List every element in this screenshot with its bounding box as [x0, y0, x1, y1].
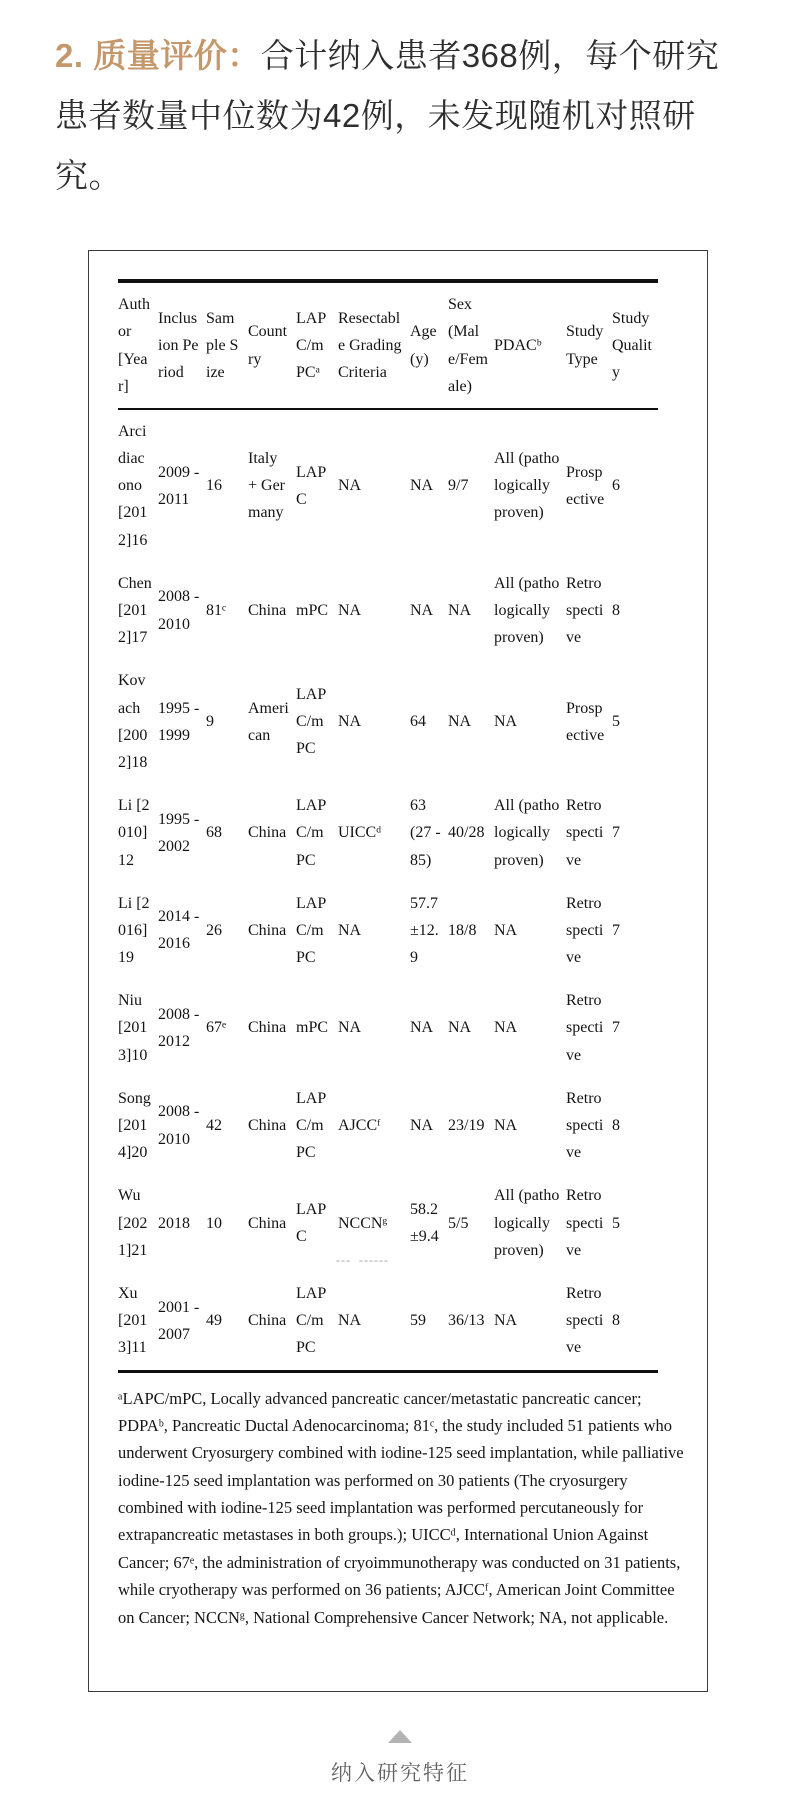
- column-header: PDACᵇ: [494, 336, 542, 354]
- table-cell: China: [248, 1019, 287, 1037]
- table-cell: Kovach [2002]18: [118, 672, 148, 771]
- table-cell: Chen [2012]17: [118, 574, 152, 647]
- column-header: LAPC/mPCᵃ: [296, 309, 327, 382]
- table-cell: 42: [206, 1117, 222, 1135]
- table-cell: NA: [338, 713, 362, 731]
- table-cell: 7: [612, 1019, 620, 1037]
- table-cell: 40/28: [448, 824, 485, 842]
- table-cell: Li [2016]19: [118, 894, 150, 967]
- table-cell: NCCNᵍ: [338, 1214, 388, 1232]
- column-header: Sample Size: [206, 309, 239, 382]
- table-cell: Xu [2013]11: [118, 1284, 148, 1357]
- table-cell: China: [248, 1214, 287, 1232]
- table-cell: 16: [206, 477, 222, 495]
- table-cell: All (pathologically proven): [494, 1187, 560, 1259]
- table-cell: Prospective: [566, 699, 605, 744]
- table-cell: Retrospective: [566, 1089, 604, 1162]
- table-cell: 7: [612, 824, 620, 842]
- table-cell: 26: [206, 921, 222, 939]
- table-cell: 49: [206, 1312, 222, 1330]
- table-cell: 23/19: [448, 1117, 485, 1135]
- table-row: [118, 562, 658, 660]
- table-cell: 64: [410, 713, 426, 731]
- table-cell: Retrospective: [566, 797, 604, 869]
- table-cell: All (pathologically proven): [494, 450, 560, 522]
- table-cell: China: [248, 1117, 287, 1135]
- column-header: Sex (Male/Female): [448, 296, 488, 395]
- table-row: [118, 784, 658, 882]
- table-row: [118, 1272, 658, 1371]
- section-heading: [55, 26, 752, 206]
- table-cell: China: [248, 921, 287, 939]
- table-cell: 6: [612, 477, 620, 495]
- collapse-label: 纳入研究特征: [331, 1762, 469, 1786]
- section-heading-label: 2. 质量评价：: [55, 37, 261, 74]
- table-row: [118, 979, 658, 1077]
- table-row: [118, 882, 658, 980]
- table-cell: LAPC/mPC: [296, 1284, 327, 1357]
- table-cell: 58.2±9.4: [410, 1200, 439, 1246]
- table-cell: Retrospective: [566, 1284, 604, 1357]
- studies-table: [118, 279, 658, 1372]
- table-container: [88, 250, 708, 1692]
- table-cell: NA: [338, 921, 362, 939]
- table-cell: 63 (27 - 85): [410, 797, 441, 869]
- table-cell: 1995 - 1999: [158, 699, 200, 744]
- table-cell: 1995 - 2002: [158, 810, 200, 855]
- column-header: Inclusion Period: [158, 309, 199, 382]
- table-row: [118, 1174, 658, 1272]
- table-cell: AJCCᶠ: [338, 1117, 381, 1135]
- table-cell: 2018: [158, 1214, 190, 1232]
- table-cell: 5: [612, 713, 620, 731]
- table-cell: NA: [410, 1019, 434, 1037]
- table-cell: LAPC: [296, 463, 327, 508]
- table-cell: Retrospective: [566, 894, 604, 967]
- column-header: Author [Year]: [118, 296, 150, 395]
- table-cell: 18/8: [448, 921, 477, 939]
- table-cell: 8: [612, 602, 620, 620]
- table-cell: China: [248, 602, 287, 620]
- column-header: Resectable Grading Criteria: [338, 309, 402, 382]
- table-cell: NA: [338, 602, 362, 620]
- table-body: [118, 409, 658, 1371]
- table-cell: Retrospective: [566, 574, 604, 647]
- table-cell: LAPC/mPC: [296, 797, 327, 869]
- column-header: Age (y): [410, 323, 437, 368]
- table-cell: NA: [338, 477, 362, 495]
- table-cell: 59: [410, 1312, 426, 1330]
- table-cell: 2001 - 2007: [158, 1298, 200, 1343]
- table-cell: China: [248, 824, 287, 842]
- table-cell: NA: [494, 921, 518, 939]
- table-cell: LAPC/mPC: [296, 685, 327, 758]
- table-cell: NA: [448, 602, 472, 620]
- table-cell: 36/13: [448, 1312, 485, 1330]
- table-cell: NA: [448, 1019, 472, 1037]
- table-row: [118, 659, 658, 784]
- table-cell: China: [248, 1312, 287, 1330]
- table-cell: 9/7: [448, 477, 469, 495]
- table-cell: NA: [338, 1019, 362, 1037]
- table-cell: 2009 - 2011: [158, 463, 200, 508]
- table-cell: NA: [448, 713, 472, 731]
- chevron-up-icon: [388, 1730, 412, 1743]
- table-cell: 68: [206, 824, 222, 842]
- table-cell: 2008 - 2010: [158, 588, 200, 633]
- section-heading-text: 合计纳入患者368例，每个研究患者数量中位数为42例，未发现随机对照研究。: [55, 37, 720, 195]
- collapse-control[interactable]: [0, 1720, 800, 1817]
- table-cell: 5: [612, 1214, 620, 1232]
- column-header: Study Type: [566, 323, 604, 368]
- table-cell: LAPC/m PC: [296, 894, 327, 967]
- table-cell: Song [2014]20: [118, 1089, 151, 1162]
- table-cell: 67ᵉ: [206, 1019, 227, 1037]
- table-cell: 2008 - 2012: [158, 1005, 200, 1051]
- table-head: [118, 281, 658, 409]
- table-cell: 7: [612, 921, 620, 939]
- table-cell: 81ᶜ: [206, 602, 227, 620]
- table-cell: 10: [206, 1214, 222, 1232]
- table-cell: Arcidiacono [2012]16: [118, 422, 148, 549]
- table-cell: 2014 - 2016: [158, 908, 200, 953]
- table-cell: All (pathologically proven): [494, 797, 560, 869]
- table-cell: NA: [494, 1312, 518, 1330]
- column-header: Study Quality: [612, 309, 652, 382]
- table-cell: NA: [410, 1117, 434, 1135]
- table-cell: 8: [612, 1312, 620, 1330]
- table-header-row: [118, 281, 658, 409]
- column-header: Country: [248, 323, 288, 368]
- table-cell: LAPC/mPC: [296, 1089, 327, 1162]
- table-cell: UICCᵈ: [338, 824, 382, 842]
- table-cell: All (pathologically proven): [494, 574, 560, 647]
- table-cell: 57.7±12.9: [410, 894, 439, 967]
- scan-artifact: --- ------: [336, 1253, 389, 1268]
- table-cell: NA: [494, 1019, 518, 1037]
- table-cell: 8: [612, 1117, 620, 1135]
- table-cell: NA: [410, 477, 434, 495]
- table-cell: mPC: [296, 602, 329, 620]
- table-cell: 5/5: [448, 1214, 469, 1232]
- table-cell: Retrospective: [566, 992, 604, 1064]
- table-cell: Prospective: [566, 463, 605, 508]
- table-cell: NA: [410, 602, 434, 620]
- table-cell: 9: [206, 713, 214, 731]
- table-row: [118, 409, 658, 562]
- table-cell: Li [2010]12: [118, 797, 150, 869]
- table-cell: Italy + Germany: [248, 450, 286, 522]
- table-cell: NA: [338, 1312, 362, 1330]
- table-cell: LAPC: [296, 1200, 327, 1246]
- table-cell: Niu [2013]10: [118, 992, 148, 1064]
- table-cell: NA: [494, 1117, 518, 1135]
- table-cell: NA: [494, 713, 518, 731]
- table-cell: Wu [2021]21: [118, 1187, 148, 1259]
- table-row: [118, 1077, 658, 1175]
- table-cell: mPC: [296, 1019, 329, 1037]
- table-cell: American: [248, 699, 289, 744]
- table-cell: 2008 - 2010: [158, 1103, 200, 1148]
- table-cell: Retrospective: [566, 1187, 604, 1259]
- table-footnote: ᵃLAPC/mPC, Locally advanced pancreatic cancer/metastatic pancreatic cancer; PDPAᵇ, Pancreatic Ductal Adenocarcinoma; 81ᶜ, the study included 51 patients who underwent Cryosurgery combined with iodine-125 seed implantation, while palliative iodine-125 seed implantation was performed on 30 patients (The cryosurgery combined with iodine-125 seed implantation was performed percutaneously for extrapancreatic metastases in both groups.); UICCᵈ, International Union Against Cancer; 67ᵉ, the administration of cryoimmunotherapy was conducted on 31 patients, while cryotherapy was performed on 36 patients; AJCCᶠ, American Joint Committee on Cancer; NCCNᵍ, National Comprehensive Cancer Network; NA, not applicable.: [118, 1388, 684, 1627]
